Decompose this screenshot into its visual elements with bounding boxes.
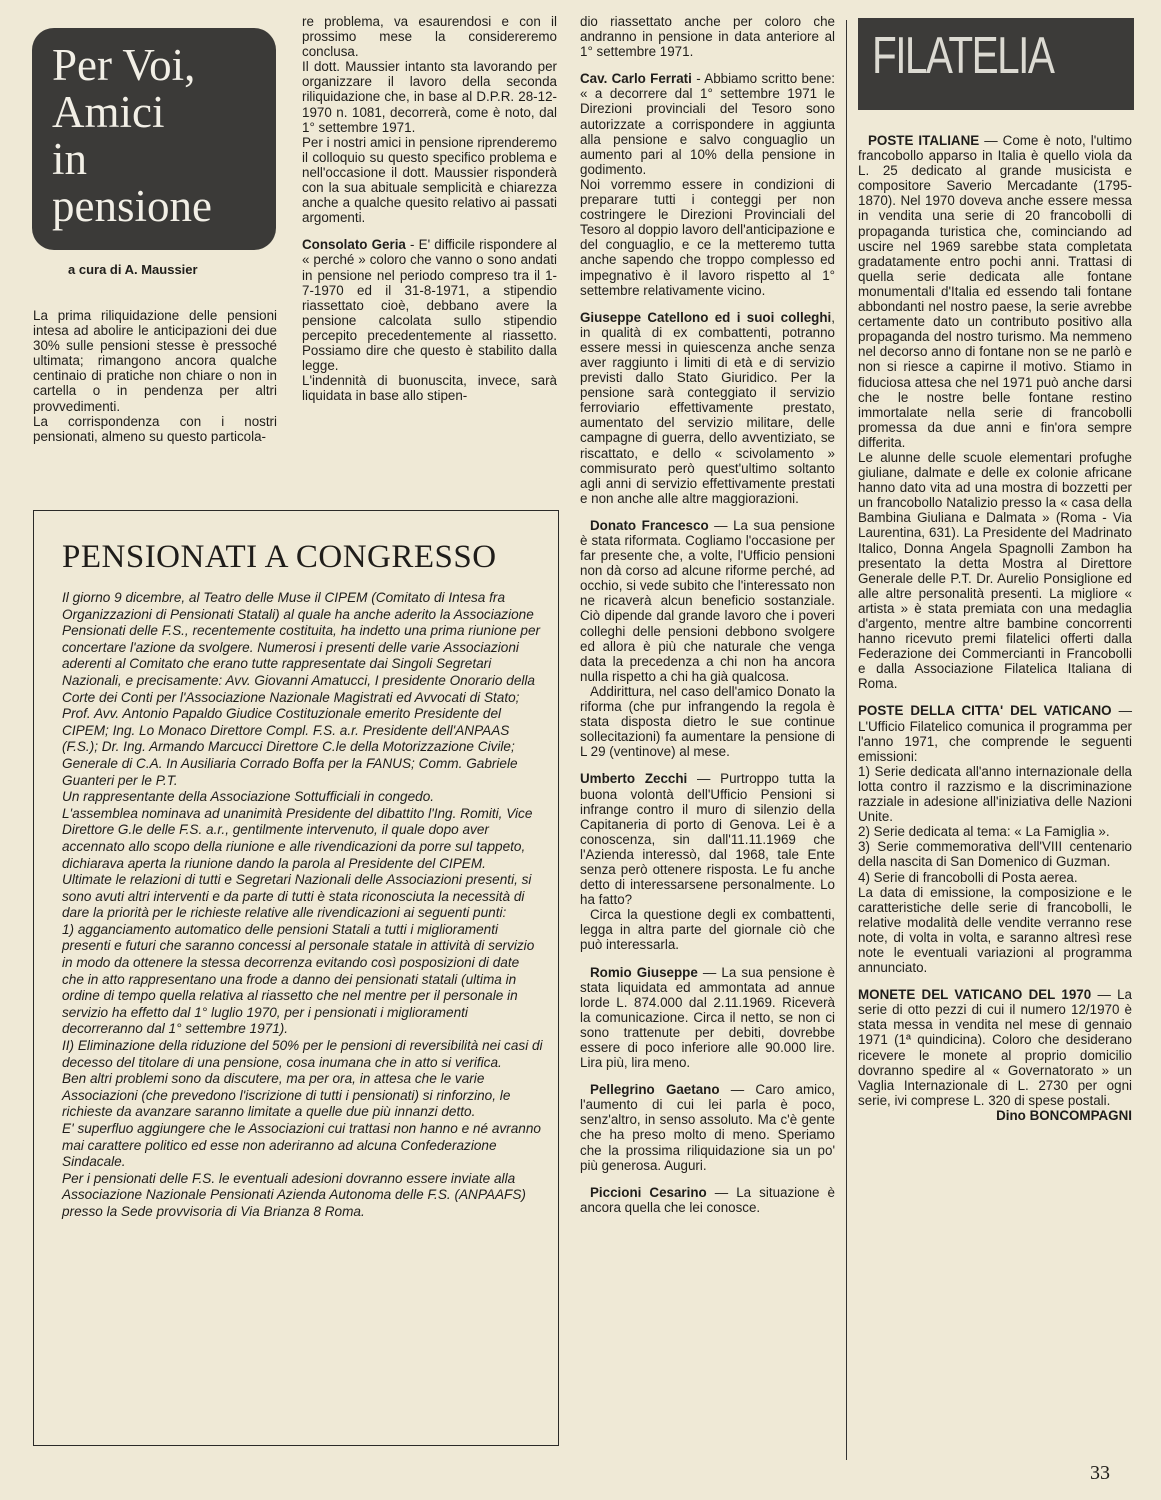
news-entry: [858, 703, 1132, 763]
correspondent-name: Consolato Geria: [302, 237, 406, 253]
correspondent-name: Pellegrino Gaetano: [590, 1082, 720, 1098]
title-line: Per Voi,: [52, 40, 196, 90]
congress-article-box: [33, 510, 559, 1446]
section-heading: POSTE DELLA CITTA' DEL VATICANO: [858, 703, 1112, 719]
paragraph: L'assemblea nominava ad unanimità Presidente del dibattito l'Ing. Romiti, Vice Direttore G.le delle F.S. a.r., gentilmente intervenuto, il quale dopo aver accennato allo scopo della riunione e alle rivendicazioni da porre sul tappeto, dichiarava aperta la riunione dando la parola al Presidente del CIPEM.: [62, 805, 533, 871]
letter-entry: [580, 518, 835, 684]
column-1: [33, 308, 277, 444]
paragraph: Circa la questione degli ex combattenti, legga in altra parte del giornale ciò che può interessarla.: [580, 907, 835, 953]
list-item: 3) Serie commemorativa dell'VIII centenario della nascita di San Domenico di Guzman.: [858, 839, 1132, 870]
news-entry: [858, 987, 1132, 1108]
letter-text: — La sua pensione è stata riformata. Cogliamo l'occasione per far presente che, a volte, l'Ufficio pensioni non dà corso ad alcune riforme perché, ad occhio, si vede subito che l'interessato non ne ricaverà alcun beneficio sostanziale. Ciò dipende dal grande lavoro che i poveri colleghi delle pensioni debbono svolgere ed allora è più che naturale che venga data la precedenza a chi non ha ancora nulla rispetto a chi ha già qualcosa.: [580, 517, 835, 684]
letter-entry: [580, 1185, 835, 1215]
paragraph: dio riassettato anche per coloro che andranno in pensione in data anteriore al 1° settembre 1971.: [580, 14, 835, 60]
paragraph: Ultimate le relazioni di tutti e Segretari Nazionali delle Associazioni presenti, si sono avuti altri interventi e da parte di tutti è stata riconosciuta la necessità di dare la priorità per le richieste relative alle rivendicazioni ai seguenti punti:: [62, 872, 532, 921]
paragraph: La corrispondenza con i nostri pensionati, almeno su questo particola-: [33, 413, 277, 444]
correspondent-name: Piccioni Cesarino: [590, 1184, 707, 1200]
correspondent-name: Giuseppe Catellono ed i suoi colleghi: [580, 309, 832, 325]
paragraph: Ben altri problemi sono da discutere, ma per ora, in attesa che le varie Associazioni (che prevedono l'iscrizione di tutti i pensionati) si rinforzino, le richieste da avanzare saranno limitate a quelle due più innanzi detto.: [62, 1071, 511, 1120]
paragraph: 1) agganciamento automatico delle pensioni Statali a tutti i miglioramenti presenti e futuri che saranno concessi al personale statale in attività di servizio in modo da ottenere la stessa decorrenza evitando così posposizioni di date che in atto rappresentano una frode a danno dei pensionati statali (ultima in ordine di tempo quella relativa al riassetto che nel mentre per il personale in servizio ha effetto dal 1° luglio 1970, per i pensionati i miglioramenti decorreranno dal 1° settembre 1971).: [62, 921, 535, 1037]
letter-text: — La sua pensione è stata liquidata ed ammontata ad annue lorde L. 874.000 dal 2.11.1969. Riceverà la comunicazione. Circa il netto, se non ci sono trattenute per debiti, dovrebbe essere di poco inferiore alle 90.000 lire. Lira più, lira meno.: [580, 964, 835, 1071]
paragraph: Un rappresentante della Associazione Sottufficiali in congedo.: [62, 789, 435, 805]
paragraph: Noi vorremmo essere in condizioni di preparare tutti i conteggi per non costringere le Direzioni Provinciali del Tesoro al doppio lavoro dell'anticipazione e del conguaglio, e ce la metteremo tutta anche sapendo che troppo complesso ed impegnativo è il lavoro rispetto al 1° settembre relativamente vicino.: [580, 176, 835, 298]
list-item: 2) Serie dedicata al tema: « La Famiglia ».: [858, 824, 1110, 840]
column-2: [302, 14, 557, 403]
paragraph: Per i nostri amici in pensione riprenderemo il colloquio su questo specifico problema e nell'occasione il dott. Maussier risponderà con la sua abituale semplicità e chiarezza anche a qualche quesito relativo ai passati argomenti.: [302, 134, 557, 226]
byline: a cura di A. Maussier: [68, 262, 198, 277]
section-heading: POSTE ITALIANE: [868, 133, 980, 148]
signature: Dino BONCOMPAGNI: [996, 1107, 1132, 1123]
paragraph: Addirittura, nel caso dell'amico Donato la riforma (che pur infrangendo la regola è stata disposta dietro le sue continue sollecitazioni) fa aumentare la pensione di L 29 (ventinove) al mese.: [580, 683, 835, 760]
letter-entry: [302, 237, 557, 373]
letter-text: , in qualità di ex combattenti, potranno essere messi in quiescenza anche senza aver raggiunto i limiti di età e di servizio previsti dallo Stato Giuridico. Per la pensione sarà conteggiato il servizio ferroviario effettivamente prestato, aumentato del servizio militare, delle campagne di guerra, dello avventiziato, se riscattato, e dello « scivolamento » commisurato però quest'ultimo soltanto agli anni di servizio effettivamente prestati e non anche alle altre maggiorazioni.: [580, 309, 835, 506]
paragraph: E' superfluo aggiungere che le Associazioni cui trattasi non hanno e né avranno mai carattere politico ed esse non aderiranno ad alcuna Confederazione Sindacale.: [62, 1121, 541, 1170]
congress-body: [62, 590, 544, 1221]
correspondent-name: Umberto Zecchi: [580, 771, 688, 787]
filatelia-title: FILATELIA: [872, 27, 1054, 85]
title-line: in: [52, 134, 88, 184]
letter-text: — Purtroppo tutta la buona volontà dell'Ufficio Pensioni si infrange contro il muro di silenzio della Capitaneria di porto di Genova. Lei è a conoscenza, sin dall'11.11.1969 che l'Azienda interessò, dal 1968, tale Ente senza però ottenere risposta. Le fu anche detto di interessarsene personalmente. Lo ha fatto?: [580, 771, 835, 908]
section-heading: MONETE DEL VATICANO DEL 1970: [858, 987, 1092, 1003]
news-text: — La serie di otto pezzi di cui il numero 12/1970 è stata messa in vendita nel mese di gennaio 1971 (1ª quindicina). Coloro che desiderano ricevere le monete al proprio domicilio dovranno spedire al « Governatorato » un Vaglia Internazionale di L. 2730 per ogni serie, ivi comprese L. 320 di spese postali.: [858, 987, 1132, 1108]
paragraph: La prima riliquidazione delle pensioni intesa ad abolire le anticipazioni dei due 30% sulle pensioni stesse è pressoché ultimata; rimangono ancora qualche centinaio di pratiche non chiare o non in cartella o in pendenza per altri provvedimenti.: [33, 308, 277, 414]
paragraph: Per i pensionati delle F.S. le eventuali adesioni dovranno essere inviate alla Associazione Nazionale Pensionati Azienda Autonoma delle F.S. (ANPAAFS) presso la Sede provvisoria di Via Brianza 8 Roma.: [62, 1170, 526, 1219]
title-line: Amici: [52, 87, 165, 137]
filatelia-header: [858, 18, 1134, 110]
paragraph: Le alunne delle scuole elementari profughe giuliane, dalmate e delle ex colonie africane hanno dato vita ad una mostra di bozzetti per un francobollo Natalizio presso la « casa della Bambina Giuliana e Dalmata » (Roma - Via Laurentina, 631). La Presidente del Madrinato Italico, Donna Angela Spagnolli Zambon ha presentato la detta Mostra al Direttore Generale delle P.T. Dr. Aurelio Ponsiglione ed alle altre personalità presenti. La migliore « artista » è stata premiata con una medaglia d'argento, mentre altre bambine concorrenti hanno ricevuto premi filatelici offerti dalla Federazione dei Commercianti in Francobolli e dalla Associazione Filatelica Italiana di Roma.: [858, 449, 1132, 692]
correspondent-name: Donato Francesco: [590, 517, 709, 533]
page-number: 33: [1090, 1462, 1110, 1484]
letter-entry: [580, 310, 835, 506]
letter-entry: [580, 965, 835, 1071]
column-4: [858, 133, 1132, 1123]
letter-entry: [580, 1082, 835, 1173]
correspondent-name: Cav. Carlo Ferrati: [580, 71, 692, 87]
news-text: — Come è noto, l'ultimo francobollo apparso in Italia è quello viola da L. 25 dedicato al grande musicista e compositore Saverio Mercadante (1795-1870). Nel 1970 doveva anche essere messa in vendita una serie di 20 francobolli di propaganda turistica che, cominciando ad uscire nel 1969 sarebbe stata completata gradatamente entro pochi anni. Trattasi di quella serie dedicata alle fontane monumentali d'Italia ed essendo tali fontane abbondanti nel nostro paese, la serie avrebbe certamente dato un contributo positivo alla propaganda del nostro turismo. Ma nemmeno nel decorso anno di fontane non se ne parlò e non si riesce a capirne il motivo. Stiamo in fiduciosa attesa che nel 1971 può anche darsi che le nostre belle fontane restino immortalate nella serie di francobolli promessa da due anni e fin'ora sempre differita.: [858, 133, 1132, 450]
paragraph: Il dott. Maussier intanto sta lavorando per organizzare il lavoro della seconda riliquidazione che, in base al D.P.R. 28-12-1970 n. 1081, decorrerà, come è noto, dal 1° settembre 1971.: [302, 59, 557, 135]
letter-text: - Abbiamo scritto bene: « a decorrere dal 1° settembre 1971 le Direzioni provinciali del Tesoro sono autorizzate a corrispondere in aggiunta alla pensione e salvo conguaglio un aumento pari al 10% della pensione in godimento.: [580, 71, 835, 177]
paragraph: La data di emissione, la composizione e le caratteristiche delle serie di francobolli, le relative modalità delle vendite verranno rese note, di volta in volta, e saranno altresì rese note le eventuali variazioni al programma annunciato.: [858, 884, 1132, 976]
letter-text: — Caro amico, l'aumento di cui lei parla è poco, senz'altro, in senso assoluto. Ma c'è gente che ha preso molto di meno. Speriamo che la prossima riliquidazione sia un po' più generosa. Auguri.: [580, 1082, 835, 1173]
column-divider: [846, 20, 847, 1460]
correspondent-name: Romio Giuseppe: [590, 964, 698, 980]
letter-text: - E' difficile rispondere al « perché » coloro che vanno o sono andati in pensione nel periodo compreso tra il 1-7-1970 ed il 31-8-1971, a stipendio riassettato cioè, debbano avere la pensione calcolata sullo stipendio percepito precedentemente al riassetto. Possiamo dire che questo è stabilito dalla legge.: [302, 237, 557, 374]
letter-entry: [580, 771, 835, 907]
section-title-box: [32, 28, 276, 250]
paragraph: re problema, va esaurendosi e con il prossimo mese la considereremo conclusa.: [302, 14, 557, 60]
title-line: pensione: [52, 181, 212, 231]
list-item: 4) Serie di francobolli di Posta aerea.: [858, 869, 1078, 885]
paragraph: II) Eliminazione della riduzione del 50% per le pensioni di reversibilità nei casi di decesso del titolare di una pensione, cosa inumana che in atto si verifica.: [62, 1038, 543, 1070]
letter-entry: [580, 71, 835, 177]
news-entry: [858, 133, 1132, 450]
news-text: — L'Ufficio Filatelico comunica il programma per l'anno 1971, che comprende le seguenti emissioni:: [858, 703, 1132, 764]
letter-text: — La situazione è ancora quella che lei conosce.: [580, 1184, 835, 1215]
paragraph: Il giorno 9 dicembre, al Teatro delle Muse il CIPEM (Comitato di Intesa fra Organizzazioni di Pensionati Statali) al quale ha anche aderito la Associazione Pensionati delle F.S., recentemente costituita, ha indetto una prima riunione per concertare l'azione da svolgere. Numerosi i presenti delle varie Associazioni aderenti al Comitato che erano tutte rappresentate dai Singoli Segretari Nazionali, e precisamente: Avv. Giovanni Amatucci, I presidente Onorario della Corte dei Conti per l'Associazione Nazionale Magistrati ed Avvocati di Stato; Prof. Avv. Antonio Papaldo Giudice Costituzionale emerito Presidente del CIPEM; Ing. Lo Monaco Direttore Compl. F.S. a.r. Presidente dell'ANPAAS (F.S.); Dr. Ing. Armando Marcucci Direttore C.le della Motorizzazione Civile; Generale di C.A. In Ausiliaria Corrado Boffa per la FANUS; Comm. Gabriele Guanteri per le P.T.: [62, 590, 541, 788]
paragraph: L'indennità di buonuscita, invece, sarà liquidata in base allo stipen-: [302, 373, 557, 404]
column-3: [580, 14, 835, 1215]
congress-title: PENSIONATI A CONGRESSO: [62, 539, 497, 575]
list-item: 1) Serie dedicata all'anno internazionale della lotta contro il razzismo e la discriminazione razziale in adesione all'iniziativa delle Nazioni Unite.: [858, 763, 1132, 825]
